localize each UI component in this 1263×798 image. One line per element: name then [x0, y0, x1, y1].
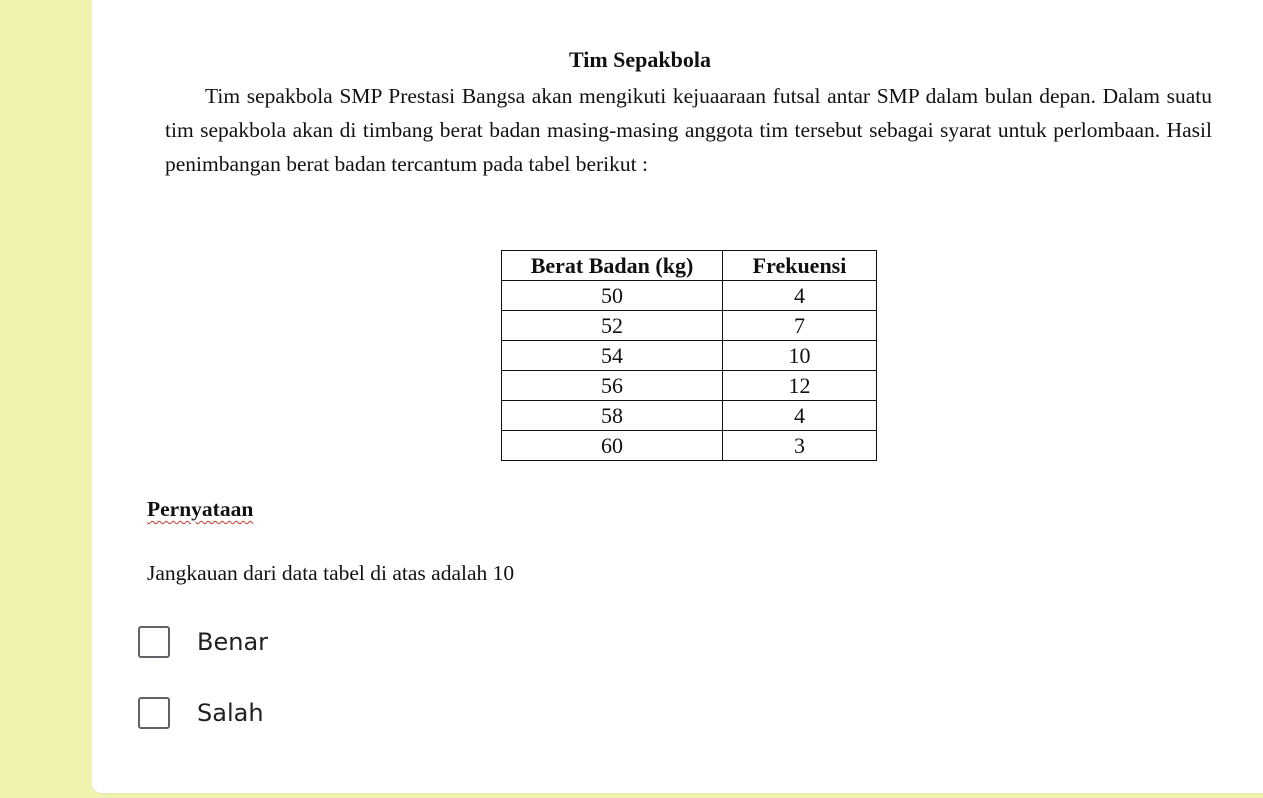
table-cell-weight: 54: [502, 341, 723, 371]
table-row: [502, 401, 877, 431]
option-salah[interactable]: [138, 697, 264, 729]
table-cell-frequency: 4: [723, 281, 877, 311]
table-row: [502, 341, 877, 371]
weight-table: [501, 250, 877, 461]
option-label-benar[interactable]: Benar: [197, 628, 269, 656]
document-paragraph: Tim sepakbola SMP Prestasi Bangsa akan mengikuti kejuaaraan futsal antar SMP dalam bulan depan. Dalam suatu tim sepakbola akan di timbang berat badan masing-masing anggota tim tersebut sebagai syarat untuk perlombaan. Hasil penimbangan berat badan tercantum pada tabel berikut :: [165, 84, 1212, 176]
option-label-salah[interactable]: Salah: [197, 699, 264, 727]
document-title: Tim Sepakbola: [568, 47, 712, 72]
table-cell-frequency: 4: [723, 401, 877, 431]
table-row: [502, 281, 877, 311]
table-header-weight: Berat Badan (kg): [502, 251, 723, 281]
table-cell-frequency: 10: [723, 341, 877, 371]
question-card: [92, 0, 1263, 794]
table-row: [502, 431, 877, 461]
checkbox-benar[interactable]: [138, 626, 170, 658]
table-cell-frequency: 12: [723, 371, 877, 401]
table-cell-weight: 56: [502, 371, 723, 401]
statement-heading: Pernyataan: [147, 497, 254, 521]
table-row: [502, 371, 877, 401]
table-row: [502, 311, 877, 341]
table-cell-weight: 52: [502, 311, 723, 341]
statement-text: Jangkauan dari data tabel di atas adalah 10: [147, 561, 515, 585]
checkbox-salah[interactable]: [138, 697, 170, 729]
table-cell-frequency: 7: [723, 311, 877, 341]
table-cell-weight: 60: [502, 431, 723, 461]
table-cell-frequency: 3: [723, 431, 877, 461]
table-cell-weight: 50: [502, 281, 723, 311]
table-header-row: [502, 251, 877, 281]
table-header-frequency: Frekuensi: [723, 251, 877, 281]
option-benar[interactable]: [138, 626, 268, 658]
table-cell-weight: 58: [502, 401, 723, 431]
